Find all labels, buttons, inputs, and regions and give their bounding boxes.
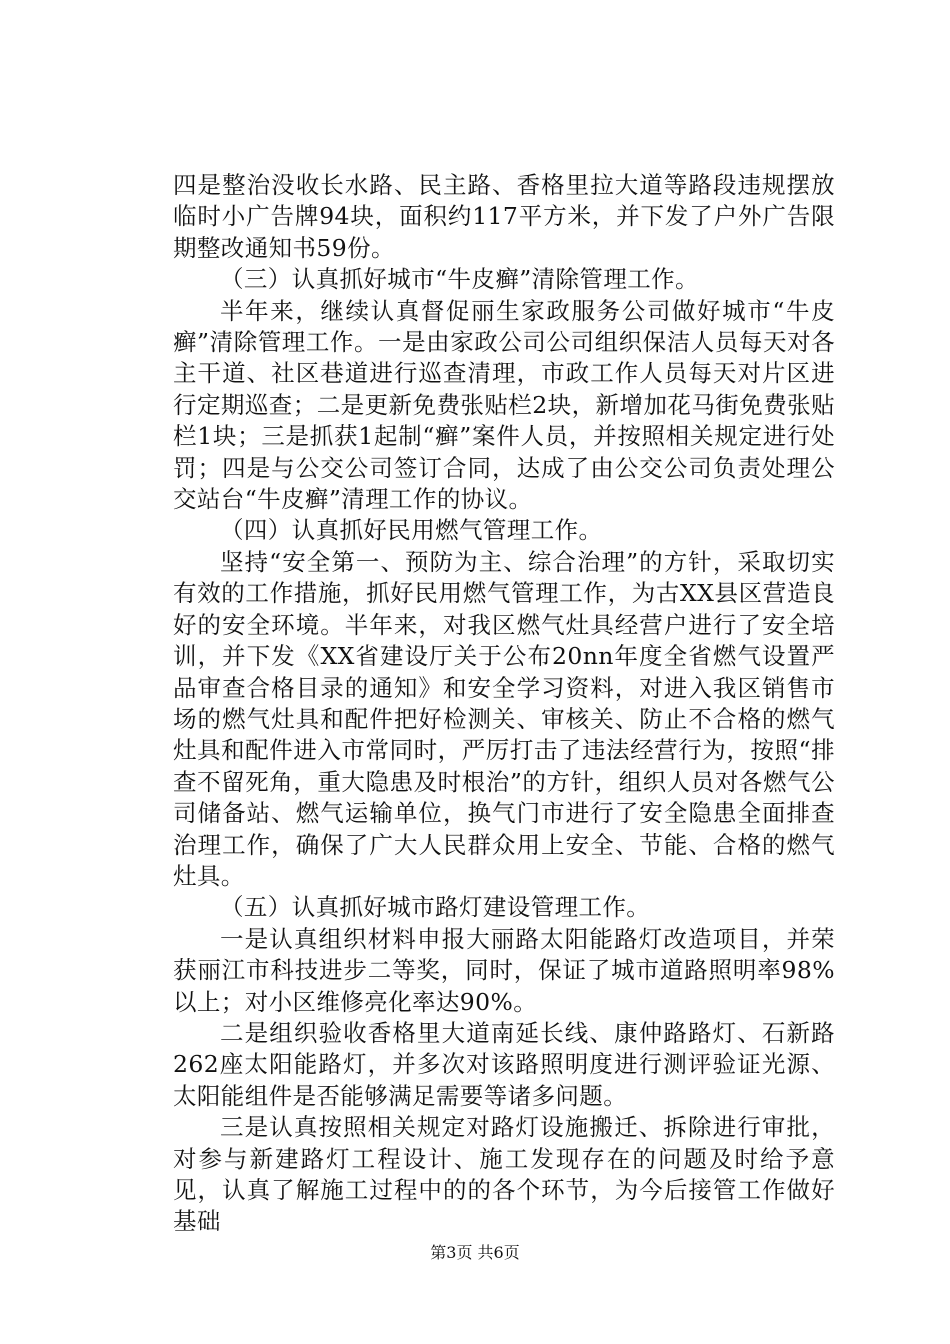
paragraph: 半年来，继续认真督促丽生家政服务公司做好城市“牛皮癣”清除管理工作。一是由家政公司公司组织保洁人员每天对各主干道、社区巷道进行巡查清理，市政工作人员每天对片区进行定期巡查；二是更新免费张贴栏2块，新增加花马街免费张贴栏1块；三是抓获1起制“癣”案件人员，并按照相关规定进行处罚；四是与公交公司签订合同，达成了由公交公司负责处理公交站台“牛皮癣”清理工作的协议。 (173, 296, 835, 514)
section-heading-5: （五）认真抓好城市路灯建设管理工作。 (220, 893, 651, 922)
document-body (173, 170, 835, 1238)
section-heading-3: （三）认真抓好城市“牛皮癣”清除管理工作。 (220, 265, 699, 294)
paragraph: 二是组织验收香格里大道南延长线、康仲路路灯、石新路262座太阳能路灯，并多次对该路照明度进行测评验证光源、太阳能组件是否能够满足需要等诸多问题。 (173, 1018, 835, 1110)
paragraph-continued: 四是整治没收长水路、民主路、香格里拉大道等路段违规摆放临时小广告牌94块，面积约117平方米，并下发了户外广告限期整改通知书59份。 (173, 171, 835, 262)
paragraph: 一是认真组织材料申报大丽路太阳能路灯改造项目，并荣获丽江市科技进步二等奖，同时，保证了城市道路照明率98%以上；对小区维修亮化率达90%。 (173, 924, 835, 1016)
page-footer (0, 1243, 950, 1263)
page-number: 第3页 共6页 (430, 1243, 520, 1262)
section-heading-4: （四）认真抓好民用燃气管理工作。 (220, 516, 603, 545)
paragraph: 坚持“安全第一、预防为主、综合治理”的方针，采取切实有效的工作措施，抓好民用燃气管理工作，为古XX县区营造良好的安全环境。半年来，对我区燃气灶具经营户进行了安全培训，并下发《XX省建设厅关于公布20nn年度全省燃气设置严品审查合格目录的通知》和安全学习资料，对进入我区销售市场的燃气灶具和配件把好检测关、审核关、防止不合格的燃气灶具和配件进入市常同时，严厉打击了违法经营行为，按照“排查不留死角，重大隐患及时根治”的方针，组织人员对各燃气公司储备站、燃气运输单位，换气门市进行了安全隐患全面排查治理工作，确保了广大人民群众用上安全、节能、合格的燃气灶具。 (173, 547, 835, 890)
paragraph: 三是认真按照相关规定对路灯设施搬迁、拆除进行审批，对参与新建路灯工程设计、施工发现存在的问题及时给予意见，认真了解施工过程中的的各个环节，为今后接管工作做好基础 (173, 1113, 835, 1236)
